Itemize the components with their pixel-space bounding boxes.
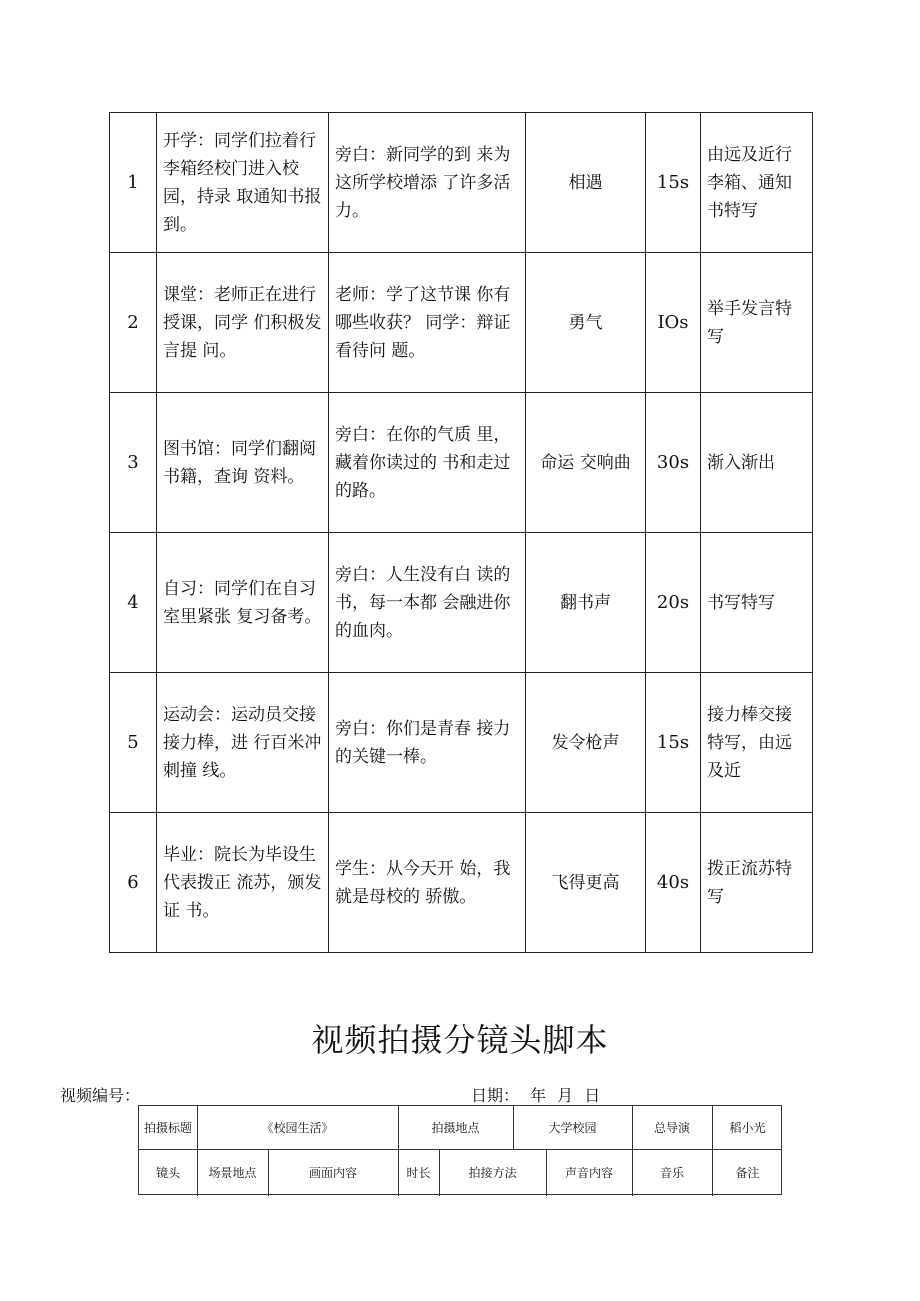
shot-note: 拨正流苏特 写 bbox=[701, 813, 813, 953]
col-music: 音乐 bbox=[659, 1166, 684, 1180]
shot-music: 飞得更高 bbox=[526, 813, 646, 953]
shot-scene: 图书馆：同学们翻阅书籍，查询 资料。 bbox=[157, 393, 329, 533]
shot-voice: 学生：从今天开 始，我就是母校的 骄傲。 bbox=[329, 813, 526, 953]
date-label: 日期： 年 月 日 bbox=[471, 1086, 601, 1105]
shot-scene: 毕业：院长为毕设生代表拨正 流苏，颁发证 书。 bbox=[157, 813, 329, 953]
col-location: 场景地点 bbox=[208, 1166, 257, 1180]
script-header-grid bbox=[138, 1105, 782, 1195]
shot-scene: 自习：同学们在自习室里紧张 复习备考。 bbox=[157, 533, 329, 673]
col-duration: 时长 bbox=[406, 1166, 431, 1180]
director-label: 总导演 bbox=[653, 1121, 690, 1135]
shot-number: 3 bbox=[110, 393, 157, 533]
shot-duration: 15s bbox=[646, 113, 701, 253]
director-value: 稻小光 bbox=[729, 1121, 766, 1135]
shot-note: 书写特写 bbox=[701, 533, 813, 673]
shot-voice: 旁白：人生没有白 读的书，每一本都 会融进你的血肉。 bbox=[329, 533, 526, 673]
shot-duration: 20s bbox=[646, 533, 701, 673]
shot-note: 渐入渐出 bbox=[701, 393, 813, 533]
col-content: 画面内容 bbox=[308, 1166, 357, 1180]
col-method: 拍接方法 bbox=[468, 1166, 517, 1180]
shot-number: 4 bbox=[110, 533, 157, 673]
shot-number: 5 bbox=[110, 673, 157, 813]
shot-voice: 旁白：在你的气质 里，藏着你读过的 书和走过的路。 bbox=[329, 393, 526, 533]
title-value: 《校园生活》 bbox=[261, 1121, 334, 1135]
shot-music: 勇气 bbox=[526, 253, 646, 393]
table-row bbox=[110, 533, 813, 673]
shot-duration: 40s bbox=[646, 813, 701, 953]
shot-music: 发令枪声 bbox=[526, 673, 646, 813]
shot-duration: IOs bbox=[646, 253, 701, 393]
shot-duration: 15s bbox=[646, 673, 701, 813]
col-note: 备注 bbox=[735, 1166, 760, 1180]
table-row bbox=[110, 113, 813, 253]
shot-scene: 运动会：运动员交接接力棒，进 行百米冲刺撞 线。 bbox=[157, 673, 329, 813]
table-row bbox=[110, 673, 813, 813]
table-row bbox=[110, 253, 813, 393]
shot-music: 相遇 bbox=[526, 113, 646, 253]
col-sound: 声音内容 bbox=[564, 1166, 613, 1180]
location-value: 大学校园 bbox=[548, 1121, 597, 1135]
location-label: 拍摄地点 bbox=[431, 1121, 480, 1135]
col-shot: 镜头 bbox=[155, 1166, 180, 1180]
shot-scene: 课堂：老师正在进行授课，同学 们积极发言提 问。 bbox=[157, 253, 329, 393]
shot-voice: 老师：学了这节课 你有哪些收获？ 同学：辩证看待问 题。 bbox=[329, 253, 526, 393]
shot-number: 1 bbox=[110, 113, 157, 253]
video-number-label: 视频编号： bbox=[60, 1086, 141, 1105]
title-label: 拍摄标题 bbox=[143, 1121, 192, 1135]
shot-music: 命运 交响曲 bbox=[526, 393, 646, 533]
shot-note: 举手发言特写 bbox=[701, 253, 813, 393]
shot-note: 接力棒交接特写，由远及近 bbox=[701, 673, 813, 813]
table-row bbox=[110, 393, 813, 533]
shot-table bbox=[109, 112, 813, 953]
grid-divider bbox=[139, 1149, 781, 1150]
shot-number: 2 bbox=[110, 253, 157, 393]
shot-music: 翻书声 bbox=[526, 533, 646, 673]
shot-number: 6 bbox=[110, 813, 157, 953]
table-row bbox=[110, 813, 813, 953]
shot-duration: 30s bbox=[646, 393, 701, 533]
shot-scene: 开学：同学们拉着行李箱经校门进入校园，持录 取通知书报到。 bbox=[157, 113, 329, 253]
shot-voice: 旁白：新同学的到 来为这所学校增添 了许多活力。 bbox=[329, 113, 526, 253]
page-title: 视频拍摄分镜头脚本 bbox=[311, 1021, 609, 1059]
shot-note: 由远及近行李箱、通知书特写 bbox=[701, 113, 813, 253]
shot-voice: 旁白：你们是青春 接力的关键一棒。 bbox=[329, 673, 526, 813]
